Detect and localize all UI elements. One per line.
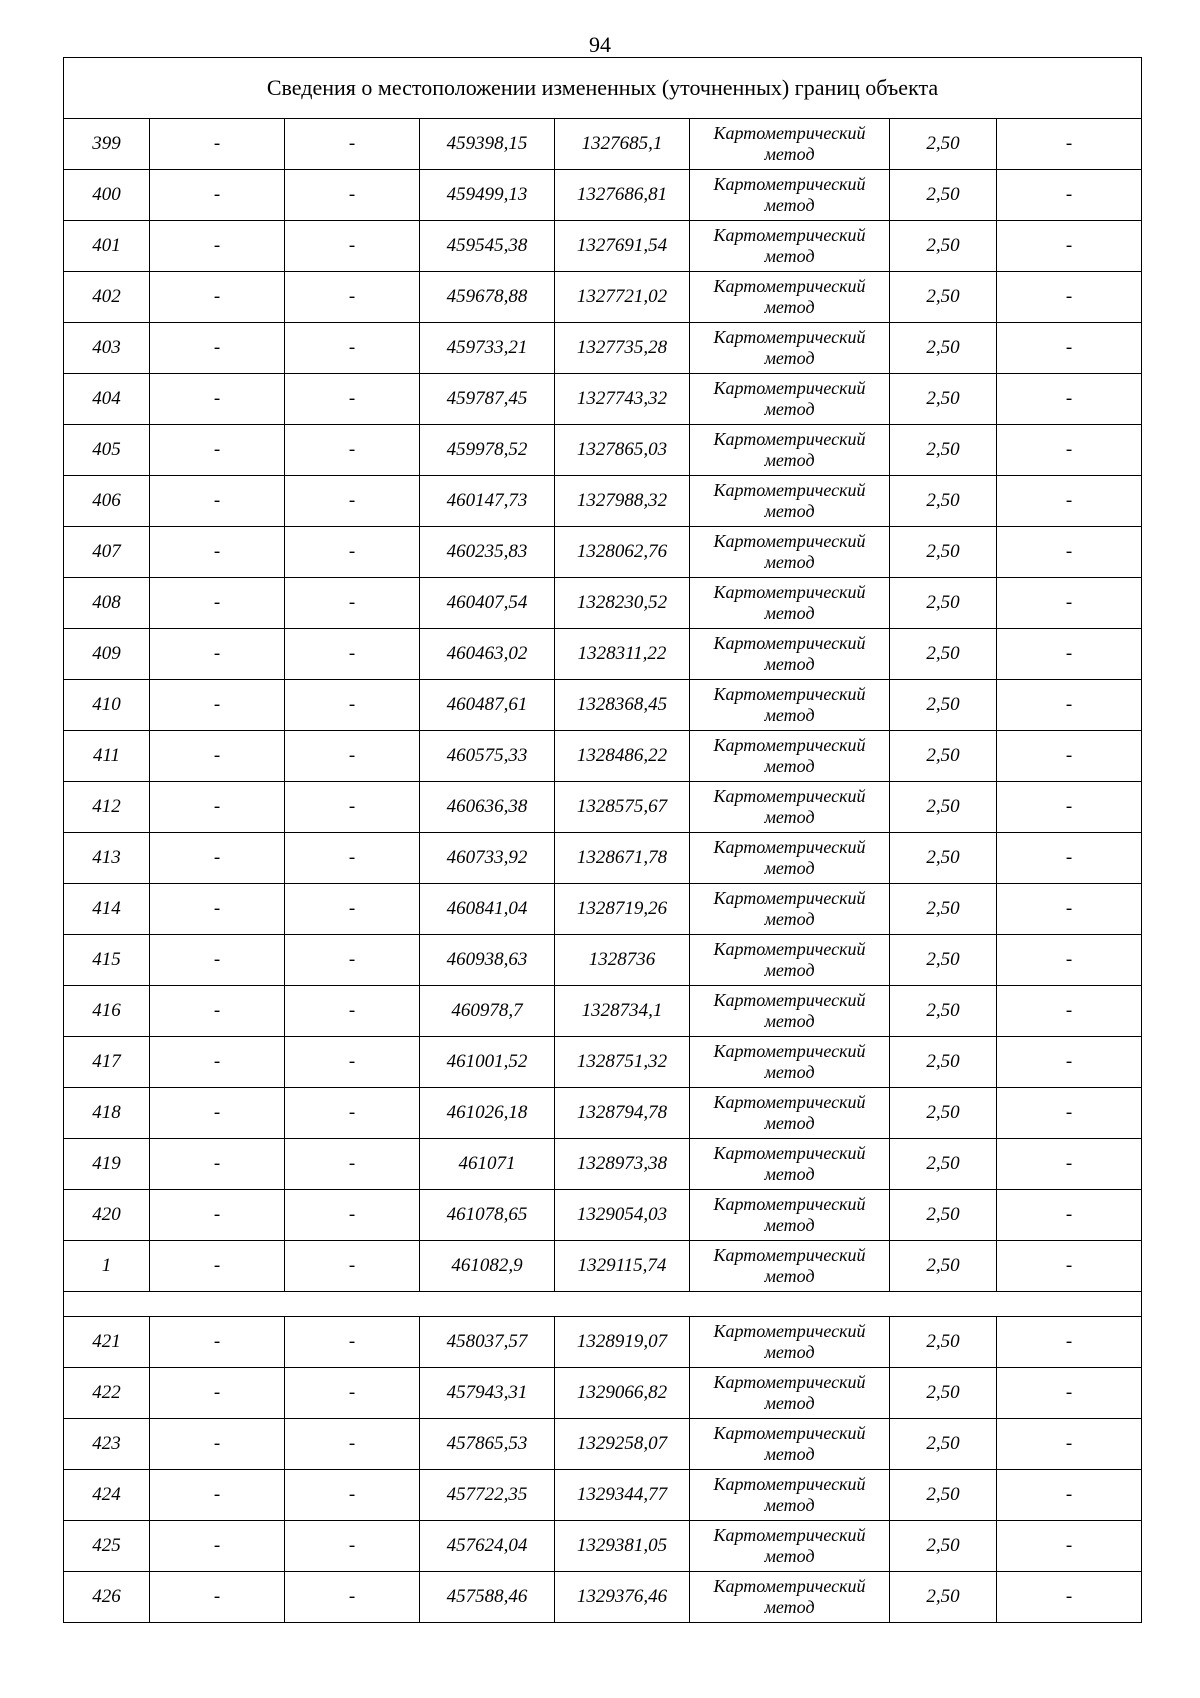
boundary-coordinates-table: [63, 57, 1142, 1623]
accuracy-cell: 2,50: [890, 884, 997, 935]
method-cell: [690, 1368, 890, 1419]
x-coordinate-cell: 460938,63: [420, 935, 555, 986]
point-number-cell: 414: [64, 884, 150, 935]
point-number-cell: 407: [64, 527, 150, 578]
group-separator-row: [64, 1292, 1142, 1317]
table-body: [64, 58, 1142, 1623]
accuracy-cell: 2,50: [890, 1521, 997, 1572]
x-coordinate-cell: 459678,88: [420, 272, 555, 323]
table-row: [64, 1241, 1142, 1292]
empty-x-old-cell: -: [150, 833, 285, 884]
description-cell: -: [997, 629, 1142, 680]
x-coordinate-cell: 461082,9: [420, 1241, 555, 1292]
empty-y-old-cell: -: [285, 1368, 420, 1419]
table-row: [64, 782, 1142, 833]
table-row: [64, 1521, 1142, 1572]
accuracy-cell: 2,50: [890, 374, 997, 425]
page-number: 94: [589, 32, 611, 57]
table-row: [64, 272, 1142, 323]
accuracy-cell: 2,50: [890, 935, 997, 986]
y-coordinate-cell: 1328736: [555, 935, 690, 986]
empty-x-old-cell: -: [150, 680, 285, 731]
point-number-cell: 418: [64, 1088, 150, 1139]
description-cell: -: [997, 1419, 1142, 1470]
method-label: Картометрический метод: [713, 735, 866, 776]
point-number-cell: 416: [64, 986, 150, 1037]
description-cell: -: [997, 731, 1142, 782]
method-label: Картометрический метод: [713, 327, 866, 368]
empty-x-old-cell: -: [150, 425, 285, 476]
method-cell: [690, 884, 890, 935]
method-cell: [690, 935, 890, 986]
description-cell: -: [997, 119, 1142, 170]
table-row: [64, 884, 1142, 935]
method-label: Картометрический метод: [713, 684, 866, 725]
y-coordinate-cell: 1329381,05: [555, 1521, 690, 1572]
method-cell: [690, 629, 890, 680]
method-label: Картометрический метод: [713, 225, 866, 266]
method-label: Картометрический метод: [713, 1576, 866, 1617]
y-coordinate-cell: 1327865,03: [555, 425, 690, 476]
description-cell: -: [997, 578, 1142, 629]
empty-x-old-cell: -: [150, 1190, 285, 1241]
method-cell: [690, 323, 890, 374]
table-row: [64, 119, 1142, 170]
y-coordinate-cell: 1328368,45: [555, 680, 690, 731]
point-number-cell: 420: [64, 1190, 150, 1241]
y-coordinate-cell: 1328575,67: [555, 782, 690, 833]
point-number-cell: 406: [64, 476, 150, 527]
empty-x-old-cell: -: [150, 1317, 285, 1368]
point-number-cell: 423: [64, 1419, 150, 1470]
method-cell: [690, 476, 890, 527]
point-number-cell: 412: [64, 782, 150, 833]
table-row: [64, 221, 1142, 272]
x-coordinate-cell: 460235,83: [420, 527, 555, 578]
empty-y-old-cell: -: [285, 476, 420, 527]
description-cell: -: [997, 1470, 1142, 1521]
y-coordinate-cell: 1328671,78: [555, 833, 690, 884]
y-coordinate-cell: 1327743,32: [555, 374, 690, 425]
x-coordinate-cell: 457588,46: [420, 1572, 555, 1623]
method-cell: [690, 425, 890, 476]
x-coordinate-cell: 460636,38: [420, 782, 555, 833]
method-label: Картометрический метод: [713, 633, 866, 674]
empty-x-old-cell: -: [150, 578, 285, 629]
table-row: [64, 578, 1142, 629]
group-separator-cell: [64, 1292, 1142, 1317]
method-label: Картометрический метод: [713, 1372, 866, 1413]
point-number-cell: 415: [64, 935, 150, 986]
method-label: Картометрический метод: [713, 837, 866, 878]
empty-y-old-cell: -: [285, 170, 420, 221]
empty-y-old-cell: -: [285, 1190, 420, 1241]
y-coordinate-cell: 1328486,22: [555, 731, 690, 782]
empty-y-old-cell: -: [285, 884, 420, 935]
accuracy-cell: 2,50: [890, 1368, 997, 1419]
x-coordinate-cell: 459398,15: [420, 119, 555, 170]
empty-y-old-cell: -: [285, 1139, 420, 1190]
point-number-cell: 408: [64, 578, 150, 629]
point-number-cell: 424: [64, 1470, 150, 1521]
table-row: [64, 170, 1142, 221]
accuracy-cell: 2,50: [890, 680, 997, 731]
empty-y-old-cell: -: [285, 272, 420, 323]
empty-x-old-cell: -: [150, 986, 285, 1037]
x-coordinate-cell: 460487,61: [420, 680, 555, 731]
y-coordinate-cell: 1328062,76: [555, 527, 690, 578]
table-row: [64, 1572, 1142, 1623]
x-coordinate-cell: 460147,73: [420, 476, 555, 527]
x-coordinate-cell: 457722,35: [420, 1470, 555, 1521]
point-number-cell: 405: [64, 425, 150, 476]
y-coordinate-cell: 1329066,82: [555, 1368, 690, 1419]
y-coordinate-cell: 1328751,32: [555, 1037, 690, 1088]
method-label: Картометрический метод: [713, 582, 866, 623]
table-row: [64, 527, 1142, 578]
x-coordinate-cell: 459787,45: [420, 374, 555, 425]
empty-x-old-cell: -: [150, 527, 285, 578]
method-cell: [690, 1317, 890, 1368]
table-row: [64, 1317, 1142, 1368]
method-cell: [690, 578, 890, 629]
method-cell: [690, 1241, 890, 1292]
point-number-cell: 399: [64, 119, 150, 170]
accuracy-cell: 2,50: [890, 986, 997, 1037]
method-cell: [690, 1470, 890, 1521]
x-coordinate-cell: 457624,04: [420, 1521, 555, 1572]
method-cell: [690, 1572, 890, 1623]
empty-y-old-cell: -: [285, 374, 420, 425]
description-cell: -: [997, 1037, 1142, 1088]
empty-y-old-cell: -: [285, 1572, 420, 1623]
empty-x-old-cell: -: [150, 323, 285, 374]
description-cell: -: [997, 527, 1142, 578]
accuracy-cell: 2,50: [890, 1037, 997, 1088]
description-cell: -: [997, 323, 1142, 374]
method-label: Картометрический метод: [713, 1525, 866, 1566]
accuracy-cell: 2,50: [890, 119, 997, 170]
point-number-cell: 419: [64, 1139, 150, 1190]
x-coordinate-cell: 461078,65: [420, 1190, 555, 1241]
empty-x-old-cell: -: [150, 1037, 285, 1088]
x-coordinate-cell: 461001,52: [420, 1037, 555, 1088]
accuracy-cell: 2,50: [890, 476, 997, 527]
point-number-cell: 417: [64, 1037, 150, 1088]
method-cell: [690, 782, 890, 833]
point-number-cell: 1: [64, 1241, 150, 1292]
table-title: Сведения о местоположении измененных (уточненных) границ объекта: [64, 58, 1142, 119]
method-label: Картометрический метод: [713, 1245, 866, 1286]
table-row: [64, 374, 1142, 425]
accuracy-cell: 2,50: [890, 833, 997, 884]
accuracy-cell: 2,50: [890, 272, 997, 323]
empty-x-old-cell: -: [150, 170, 285, 221]
y-coordinate-cell: 1327686,81: [555, 170, 690, 221]
table-title-row: [64, 58, 1142, 119]
method-cell: [690, 374, 890, 425]
point-number-cell: 400: [64, 170, 150, 221]
table-row: [64, 1419, 1142, 1470]
method-label: Картометрический метод: [713, 174, 866, 215]
method-cell: [690, 527, 890, 578]
y-coordinate-cell: 1327691,54: [555, 221, 690, 272]
empty-y-old-cell: -: [285, 629, 420, 680]
x-coordinate-cell: 460407,54: [420, 578, 555, 629]
y-coordinate-cell: 1329115,74: [555, 1241, 690, 1292]
method-cell: [690, 986, 890, 1037]
description-cell: -: [997, 935, 1142, 986]
y-coordinate-cell: 1328719,26: [555, 884, 690, 935]
method-cell: [690, 272, 890, 323]
accuracy-cell: 2,50: [890, 1470, 997, 1521]
accuracy-cell: 2,50: [890, 170, 997, 221]
description-cell: -: [997, 1139, 1142, 1190]
empty-y-old-cell: -: [285, 731, 420, 782]
empty-y-old-cell: -: [285, 119, 420, 170]
empty-x-old-cell: -: [150, 119, 285, 170]
accuracy-cell: 2,50: [890, 221, 997, 272]
method-label: Картометрический метод: [713, 480, 866, 521]
description-cell: -: [997, 1368, 1142, 1419]
x-coordinate-cell: 459545,38: [420, 221, 555, 272]
method-cell: [690, 833, 890, 884]
empty-x-old-cell: -: [150, 221, 285, 272]
empty-x-old-cell: -: [150, 782, 285, 833]
empty-y-old-cell: -: [285, 1088, 420, 1139]
description-cell: -: [997, 884, 1142, 935]
table-row: [64, 833, 1142, 884]
table-row: [64, 986, 1142, 1037]
description-cell: -: [997, 680, 1142, 731]
accuracy-cell: 2,50: [890, 1572, 997, 1623]
description-cell: -: [997, 425, 1142, 476]
accuracy-cell: 2,50: [890, 629, 997, 680]
method-label: Картометрический метод: [713, 1474, 866, 1515]
empty-y-old-cell: -: [285, 221, 420, 272]
empty-x-old-cell: -: [150, 1368, 285, 1419]
empty-x-old-cell: -: [150, 272, 285, 323]
empty-y-old-cell: -: [285, 578, 420, 629]
empty-y-old-cell: -: [285, 527, 420, 578]
accuracy-cell: 2,50: [890, 1139, 997, 1190]
empty-x-old-cell: -: [150, 1241, 285, 1292]
method-label: Картометрический метод: [713, 1423, 866, 1464]
method-label: Картометрический метод: [713, 990, 866, 1031]
description-cell: -: [997, 1572, 1142, 1623]
table-row: [64, 1037, 1142, 1088]
empty-x-old-cell: -: [150, 935, 285, 986]
method-label: Картометрический метод: [713, 378, 866, 419]
empty-x-old-cell: -: [150, 629, 285, 680]
empty-x-old-cell: -: [150, 476, 285, 527]
method-cell: [690, 1139, 890, 1190]
point-number-cell: 409: [64, 629, 150, 680]
y-coordinate-cell: 1329376,46: [555, 1572, 690, 1623]
accuracy-cell: 2,50: [890, 1190, 997, 1241]
method-cell: [690, 731, 890, 782]
y-coordinate-cell: 1328794,78: [555, 1088, 690, 1139]
x-coordinate-cell: 460463,02: [420, 629, 555, 680]
empty-y-old-cell: -: [285, 1470, 420, 1521]
x-coordinate-cell: 457865,53: [420, 1419, 555, 1470]
table-row: [64, 1139, 1142, 1190]
point-number-cell: 422: [64, 1368, 150, 1419]
description-cell: -: [997, 1190, 1142, 1241]
point-number-cell: 411: [64, 731, 150, 782]
empty-x-old-cell: -: [150, 884, 285, 935]
accuracy-cell: 2,50: [890, 527, 997, 578]
x-coordinate-cell: 460575,33: [420, 731, 555, 782]
y-coordinate-cell: 1327988,32: [555, 476, 690, 527]
empty-x-old-cell: -: [150, 1572, 285, 1623]
method-cell: [690, 221, 890, 272]
table-row: [64, 1470, 1142, 1521]
method-cell: [690, 1190, 890, 1241]
x-coordinate-cell: 460841,04: [420, 884, 555, 935]
description-cell: -: [997, 833, 1142, 884]
method-label: Картометрический метод: [713, 531, 866, 572]
empty-y-old-cell: -: [285, 323, 420, 374]
y-coordinate-cell: 1328734,1: [555, 986, 690, 1037]
accuracy-cell: 2,50: [890, 1088, 997, 1139]
method-cell: [690, 1088, 890, 1139]
accuracy-cell: 2,50: [890, 425, 997, 476]
x-coordinate-cell: 461026,18: [420, 1088, 555, 1139]
accuracy-cell: 2,50: [890, 782, 997, 833]
description-cell: -: [997, 476, 1142, 527]
method-label: Картометрический метод: [713, 888, 866, 929]
y-coordinate-cell: 1329054,03: [555, 1190, 690, 1241]
empty-y-old-cell: -: [285, 782, 420, 833]
empty-y-old-cell: -: [285, 1241, 420, 1292]
point-number-cell: 413: [64, 833, 150, 884]
y-coordinate-cell: 1328311,22: [555, 629, 690, 680]
description-cell: -: [997, 986, 1142, 1037]
description-cell: -: [997, 782, 1142, 833]
method-label: Картометрический метод: [713, 939, 866, 980]
table-row: [64, 476, 1142, 527]
table-row: [64, 1190, 1142, 1241]
description-cell: -: [997, 1521, 1142, 1572]
description-cell: -: [997, 221, 1142, 272]
point-number-cell: 401: [64, 221, 150, 272]
point-number-cell: 426: [64, 1572, 150, 1623]
method-cell: [690, 1521, 890, 1572]
empty-x-old-cell: -: [150, 1470, 285, 1521]
empty-y-old-cell: -: [285, 833, 420, 884]
x-coordinate-cell: 459733,21: [420, 323, 555, 374]
method-cell: [690, 680, 890, 731]
x-coordinate-cell: 459499,13: [420, 170, 555, 221]
empty-x-old-cell: -: [150, 1419, 285, 1470]
empty-x-old-cell: -: [150, 1521, 285, 1572]
table-row: [64, 1368, 1142, 1419]
y-coordinate-cell: 1327735,28: [555, 323, 690, 374]
empty-y-old-cell: -: [285, 1317, 420, 1368]
method-label: Картометрический метод: [713, 786, 866, 827]
y-coordinate-cell: 1328230,52: [555, 578, 690, 629]
empty-y-old-cell: -: [285, 1037, 420, 1088]
point-number-cell: 421: [64, 1317, 150, 1368]
y-coordinate-cell: 1327721,02: [555, 272, 690, 323]
accuracy-cell: 2,50: [890, 1419, 997, 1470]
x-coordinate-cell: 458037,57: [420, 1317, 555, 1368]
table-row: [64, 629, 1142, 680]
accuracy-cell: 2,50: [890, 1317, 997, 1368]
accuracy-cell: 2,50: [890, 1241, 997, 1292]
y-coordinate-cell: 1329344,77: [555, 1470, 690, 1521]
description-cell: -: [997, 374, 1142, 425]
method-cell: [690, 170, 890, 221]
accuracy-cell: 2,50: [890, 731, 997, 782]
method-label: Картометрический метод: [713, 429, 866, 470]
x-coordinate-cell: 461071: [420, 1139, 555, 1190]
method-label: Картометрический метод: [713, 276, 866, 317]
method-label: Картометрический метод: [713, 1041, 866, 1082]
empty-y-old-cell: -: [285, 1521, 420, 1572]
method-cell: [690, 1419, 890, 1470]
table-row: [64, 680, 1142, 731]
x-coordinate-cell: 457943,31: [420, 1368, 555, 1419]
description-cell: -: [997, 1088, 1142, 1139]
description-cell: -: [997, 1317, 1142, 1368]
method-cell: [690, 1037, 890, 1088]
point-number-cell: 404: [64, 374, 150, 425]
x-coordinate-cell: 460733,92: [420, 833, 555, 884]
y-coordinate-cell: 1327685,1: [555, 119, 690, 170]
point-number-cell: 402: [64, 272, 150, 323]
description-cell: -: [997, 170, 1142, 221]
method-label: Картометрический метод: [713, 1321, 866, 1362]
accuracy-cell: 2,50: [890, 323, 997, 374]
x-coordinate-cell: 459978,52: [420, 425, 555, 476]
empty-x-old-cell: -: [150, 731, 285, 782]
table-row: [64, 323, 1142, 374]
empty-x-old-cell: -: [150, 1139, 285, 1190]
empty-x-old-cell: -: [150, 1088, 285, 1139]
empty-y-old-cell: -: [285, 680, 420, 731]
point-number-cell: 425: [64, 1521, 150, 1572]
table-row: [64, 935, 1142, 986]
empty-y-old-cell: -: [285, 1419, 420, 1470]
method-label: Картометрический метод: [713, 123, 866, 164]
method-label: Картометрический метод: [713, 1092, 866, 1133]
empty-y-old-cell: -: [285, 986, 420, 1037]
table-row: [64, 425, 1142, 476]
description-cell: -: [997, 1241, 1142, 1292]
method-cell: [690, 119, 890, 170]
method-label: Картометрический метод: [713, 1143, 866, 1184]
empty-y-old-cell: -: [285, 425, 420, 476]
y-coordinate-cell: 1329258,07: [555, 1419, 690, 1470]
y-coordinate-cell: 1328919,07: [555, 1317, 690, 1368]
empty-x-old-cell: -: [150, 374, 285, 425]
x-coordinate-cell: 460978,7: [420, 986, 555, 1037]
table-row: [64, 731, 1142, 782]
empty-y-old-cell: -: [285, 935, 420, 986]
point-number-cell: 410: [64, 680, 150, 731]
accuracy-cell: 2,50: [890, 578, 997, 629]
method-label: Картометрический метод: [713, 1194, 866, 1235]
table-row: [64, 1088, 1142, 1139]
description-cell: -: [997, 272, 1142, 323]
y-coordinate-cell: 1328973,38: [555, 1139, 690, 1190]
point-number-cell: 403: [64, 323, 150, 374]
